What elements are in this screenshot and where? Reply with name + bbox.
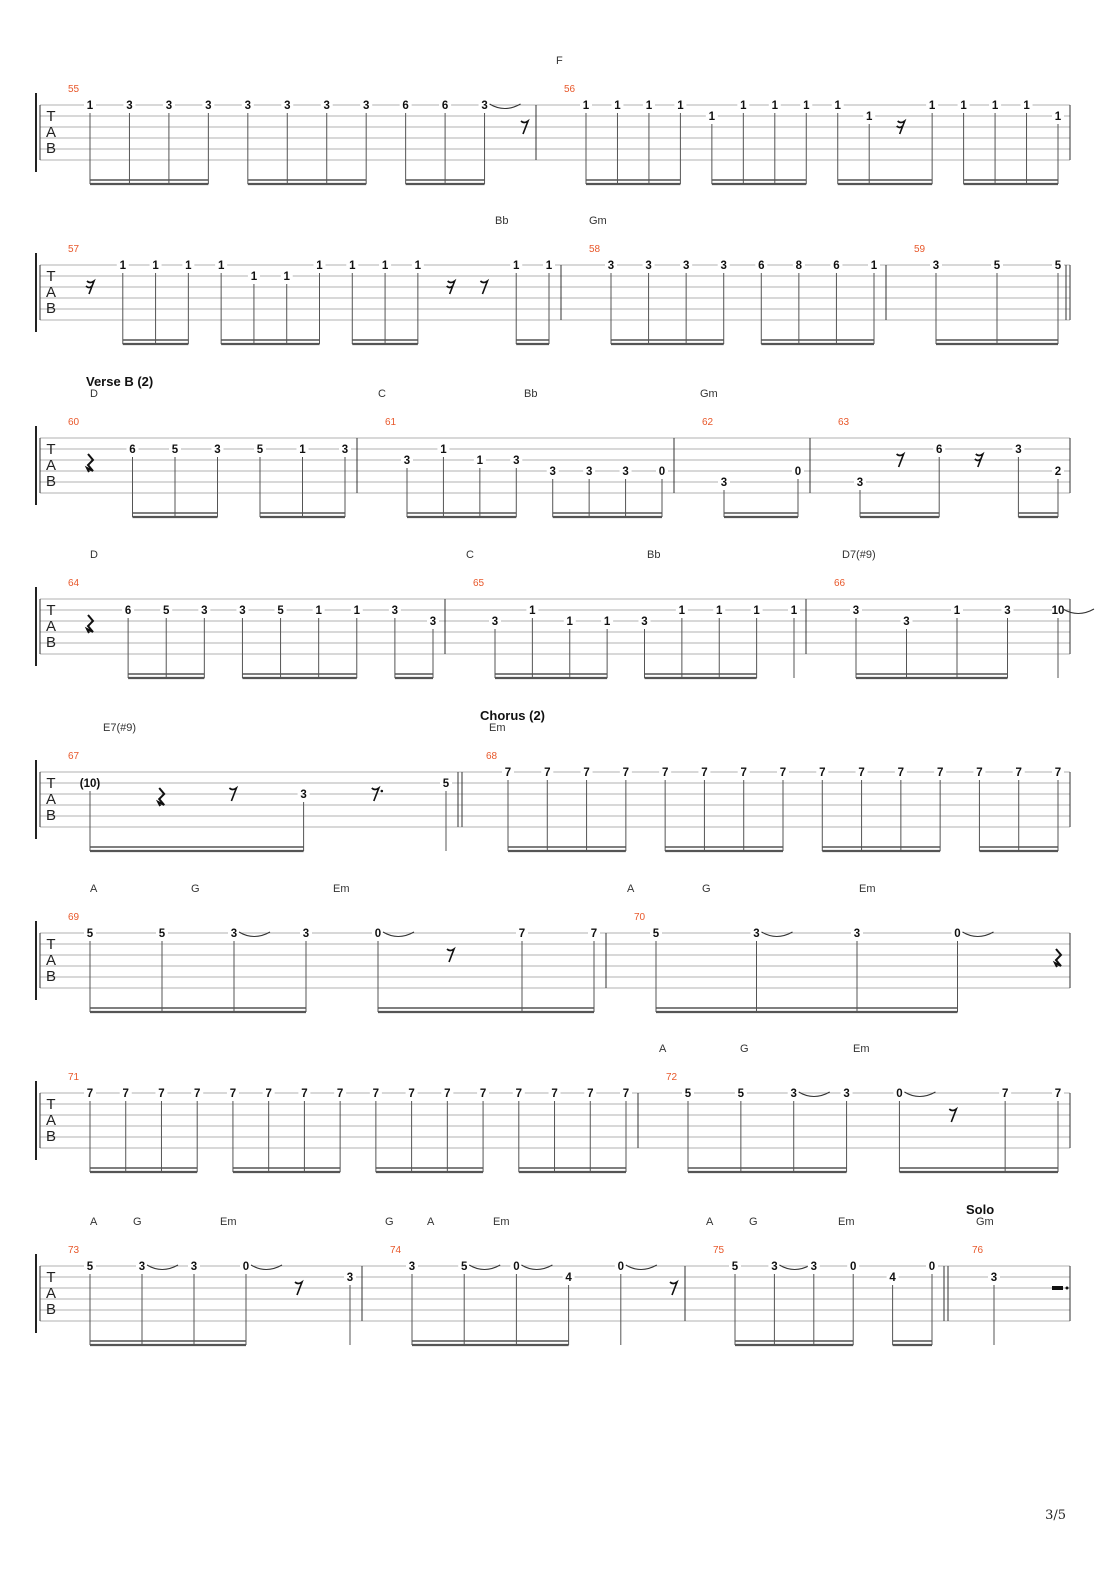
fret-number: 6 [833,260,840,272]
fret-number: 1 [529,605,536,617]
fret-number: 1 [250,271,258,283]
chord-label: Em [838,1216,855,1228]
fret-number: 0 [896,1088,903,1100]
fret-number: 3 [391,605,399,617]
dot [381,790,384,793]
chord-label: A [90,883,98,895]
fret-number: 3 [513,455,520,467]
chord-label: G [702,883,711,895]
fret-number: 0 [617,1261,625,1273]
fret-number: 1 [708,111,716,123]
fret-number: 7 [976,767,983,779]
fret-number: 3 [408,1261,416,1273]
fret-number: 7 [301,1088,308,1100]
tab-clef-letter: B [45,968,57,985]
measure-number: 62 [702,417,714,428]
chord-label: A [427,1216,435,1228]
tab-clef-letter: A [45,618,57,635]
fret-number: 7 [265,1088,272,1100]
fret-number: 3 [138,1261,146,1273]
fret-number: 1 [217,260,225,272]
measure-number: 69 [68,912,80,923]
fret-number: 3 [346,1272,354,1284]
fret-number: 1 [803,100,810,112]
fret-number: 3 [1015,444,1022,456]
measure-number: 75 [713,1245,725,1256]
fret-number: 3 [753,928,760,940]
eighth-rest [897,454,904,467]
fret-number: 3 [645,260,652,272]
page-number: 3/5 [1045,1508,1066,1523]
measure-number: 76 [972,1245,984,1256]
eighth-rest [295,1282,302,1295]
fret-number: 7 [444,1088,451,1100]
fret-number: 3 [429,616,437,628]
tab-clef-letter: A [45,952,57,969]
fret-number: 5 [652,928,660,940]
chord-label: A [706,1216,714,1228]
tab-clef-letter: B [45,473,57,490]
fret-number: 1 [86,100,94,112]
fret-number: 0 [513,1261,520,1273]
fret-number: 1 [740,100,747,112]
fret-number: 5 [731,1261,739,1273]
fret-number: 1 [316,260,323,272]
chord-label: D [90,549,98,561]
measure-number: 65 [473,578,485,589]
fret-number: 7 [504,767,512,779]
fret-number: 3 [682,260,690,272]
fret-number: 1 [991,100,999,112]
measure-number: 71 [68,1072,80,1083]
measure-number: 57 [68,244,80,255]
fret-number: 6 [402,100,409,112]
chord-label: A [627,883,635,895]
fret-number: 0 [928,1261,936,1273]
fret-number: 8 [795,260,803,272]
fret-number: 3 [284,100,291,112]
fret-number: 1 [349,260,356,272]
fret-number: 5 [86,928,94,940]
measure-number: 72 [666,1072,678,1083]
measure-number: 73 [68,1245,80,1256]
fret-number: 7 [819,767,826,779]
fret-number: 1 [119,260,126,272]
chord-label: Gm [700,388,718,400]
chord-label: G [191,883,200,895]
fret-number: 1 [299,444,306,456]
fret-number: 7 [590,928,598,940]
fret-number: 6 [441,100,449,112]
fret-number: 3 [622,466,629,478]
chord-label: Em [333,883,350,895]
fret-number: 7 [122,1088,129,1100]
fret-number: 5 [277,605,284,617]
fret-number: 1 [152,260,159,272]
eighth-rest [480,281,487,294]
tab-clef-letter: B [45,1128,57,1145]
fret-number: 3 [856,477,864,489]
tab-clef-letter: B [45,1301,57,1318]
fret-number: 7 [544,767,551,779]
tab-clef-letter: T [46,108,56,125]
fret-number: 7 [372,1088,380,1100]
fret-number: 1 [566,616,573,628]
chord-label: G [740,1043,749,1055]
fret-number: 1 [381,260,389,272]
fret-number: 1 [645,100,653,112]
fret-number: 5 [163,605,170,617]
fret-number: 1 [582,100,590,112]
fret-number: 7 [583,767,590,779]
fret-number: 0 [794,466,802,478]
tab-clef-letter: B [45,807,57,824]
measure-number: 58 [589,244,601,255]
fret-number: 3 [607,260,615,272]
fret-number: 1 [315,605,322,617]
fret-number: 5 [460,1261,468,1273]
eighth-rest [229,788,236,801]
fret-number: 3 [323,100,330,112]
fret-number: 1 [185,260,192,272]
chord-label: F [556,55,563,67]
tab-clef-letter: T [46,775,56,792]
fret-number: 0 [849,1261,857,1273]
fret-number: 5 [737,1088,745,1100]
fret-number: 10 [1051,605,1065,617]
fret-number: 7 [1001,1088,1009,1100]
chord-label: C [466,549,474,561]
fret-number: 4 [565,1272,572,1284]
section-label: Verse B (2) [86,374,154,389]
fret-number: 7 [518,928,526,940]
fret-number: 3 [720,260,727,272]
chord-label: D7(#9) [842,549,876,561]
fret-number: 5 [684,1088,692,1100]
fret-number: 0 [374,928,382,940]
fret-number: 1 [283,271,290,283]
fret-number: 4 [889,1272,896,1284]
chord-label: G [133,1216,142,1228]
measure-number: 59 [914,244,926,255]
fret-number: 3 [852,605,860,617]
fret-number: 5 [158,928,166,940]
fret-number: 7 [158,1088,165,1100]
fret-number: 6 [124,605,132,617]
dot [1066,1287,1069,1290]
tab-clef-letter: T [46,441,56,458]
measure-number: 63 [838,417,850,428]
fret-number: 1 [440,444,447,456]
chord-label: Bb [495,215,509,227]
fret-number: 3 [810,1261,818,1273]
fret-number: 3 [239,605,246,617]
fret-number: 7 [779,767,787,779]
fret-number: 3 [720,477,728,489]
fret-number: 3 [190,1261,198,1273]
fret-number: 3 [302,928,310,940]
fret-number: 3 [300,789,307,801]
fret-number: 1 [870,260,878,272]
fret-number: 3 [903,616,910,628]
fret-number: 7 [479,1088,487,1100]
chord-label: Gm [976,1216,994,1228]
fret-number: 1 [603,616,611,628]
fret-number: 1 [678,605,686,617]
eighth-rest [447,949,454,962]
fret-number: 5 [256,444,264,456]
fret-number: 3 [403,455,411,467]
chord-label: A [90,1216,98,1228]
fret-number: 6 [129,444,136,456]
tab-clef-letter: A [45,791,57,808]
fret-number: 7 [701,767,708,779]
tab-clef-letter: B [45,140,57,157]
chord-label: Bb [647,549,661,561]
quarter-rest [87,615,93,633]
fret-number: 3 [244,100,252,112]
chord-label: Em [220,1216,237,1228]
fret-number: 3 [771,1261,778,1273]
fret-number: 5 [1054,260,1062,272]
fret-number: 7 [622,1088,630,1100]
fret-number: 1 [414,260,422,272]
fret-number: 5 [171,444,179,456]
fret-number: 7 [229,1088,237,1100]
fret-number: 3 [932,260,940,272]
eighth-rest [521,121,528,134]
fret-number: 0 [658,466,666,478]
chord-label: G [385,1216,394,1228]
fret-number: 1 [834,100,841,112]
section-label: Chorus (2) [480,708,545,723]
fret-number: 1 [1023,100,1030,112]
fret-number: 6 [935,444,943,456]
fret-number: 2 [1054,466,1062,478]
measure-number: 66 [834,578,846,589]
fret-number: 7 [408,1088,415,1100]
fret-number: 3 [201,605,208,617]
chord-label: Em [489,722,506,734]
chord-label: Gm [589,215,607,227]
fret-number: 5 [442,778,450,790]
measure-number: 70 [634,912,646,923]
sixteenth-rest-flag [447,286,453,288]
tab-clef-letter: A [45,124,57,141]
measure-number: 60 [68,417,80,428]
quarter-rest [158,788,164,806]
fret-number: 1 [953,605,961,617]
tab-clef-letter: A [45,284,57,301]
fret-number: 1 [716,605,723,617]
fret-number: 7 [1015,767,1022,779]
fret-number: 5 [86,1261,94,1273]
fret-number: 3 [481,100,488,112]
fret-number: 7 [858,767,865,779]
fret-number: 7 [1054,1088,1062,1100]
fret-number: 7 [661,767,669,779]
fret-number: 1 [353,605,360,617]
fret-number: 0 [242,1261,250,1273]
quarter-rest [87,454,93,472]
sixteenth-rest-flag [86,286,92,288]
eighth-rest [670,1282,677,1295]
sixteenth-rest-flag [897,126,903,128]
fret-number: 1 [771,100,779,112]
fret-number: 3 [990,1272,998,1284]
fret-number: 5 [993,260,1001,272]
measure-number: 67 [68,751,80,762]
fret-number: 7 [551,1088,558,1100]
fret-number: 7 [1054,767,1062,779]
fret-number: 3 [205,100,212,112]
section-label: Solo [966,1202,995,1217]
fret-number: 0 [954,928,961,940]
fret-number: 7 [86,1088,94,1100]
fret-number: 3 [549,466,556,478]
tab-clef-letter: T [46,268,56,285]
chord-label: Em [859,883,876,895]
fret-number: 3 [230,928,238,940]
chord-label: Em [493,1216,510,1228]
tab-clef-letter: T [46,602,56,619]
fret-number: 7 [587,1088,594,1100]
eighth-rest [949,1109,956,1122]
measure-number: 56 [564,84,576,95]
fret-number: 3 [790,1088,797,1100]
tab-clef-letter: T [46,1269,56,1286]
chord-label: C [378,388,386,400]
fret-number: 7 [936,767,944,779]
tab-clef-letter: A [45,1112,57,1129]
chord-label: Em [853,1043,870,1055]
fret-number: 3 [362,100,370,112]
fret-number: 1 [1054,111,1062,123]
fret-number: 1 [513,260,520,272]
measure-number: 74 [390,1245,402,1256]
fret-number: 1 [753,605,760,617]
tab-clef-letter: B [45,300,57,317]
measure-number: 68 [486,751,498,762]
half-rest [1052,1286,1063,1290]
measure-number: 64 [68,578,80,589]
fret-number: 6 [758,260,765,272]
fret-number: 3 [214,444,221,456]
fret-number: 3 [126,100,133,112]
fret-number: 3 [491,616,499,628]
fret-number: 1 [790,605,798,617]
fret-number: 7 [740,767,747,779]
fret-number: 7 [193,1088,201,1100]
fret-number: 7 [897,767,905,779]
fret-number: 7 [336,1088,344,1100]
tab-clef-letter: T [46,1096,56,1113]
fret-number: 1 [677,100,684,112]
fret-number: (10) [79,778,101,790]
tab-clef-letter: T [46,936,56,953]
fret-number: 3 [853,928,861,940]
fret-number: 3 [165,100,173,112]
fret-number: 1 [614,100,621,112]
tab-clef-letter: A [45,1285,57,1302]
fret-number: 3 [585,466,593,478]
eighth-rest [372,788,379,801]
fret-number: 3 [341,444,349,456]
fret-number: 1 [928,100,936,112]
fret-number: 3 [1004,605,1011,617]
fret-number: 1 [476,455,484,467]
quarter-rest [1055,949,1061,967]
fret-number: 3 [843,1088,850,1100]
measure-number: 55 [68,84,80,95]
fret-number: 7 [622,767,630,779]
chord-label: G [749,1216,758,1228]
tab-clef-letter: B [45,634,57,651]
chord-label: Bb [524,388,538,400]
fret-number: 3 [641,616,648,628]
chord-label: A [659,1043,667,1055]
fret-number: 1 [960,100,967,112]
fret-number: 1 [865,111,873,123]
sixteenth-rest-flag [975,459,981,461]
fret-number: 7 [515,1088,523,1100]
fret-number: 1 [545,260,553,272]
measure-number: 61 [385,417,397,428]
tab-clef-letter: A [45,457,57,474]
chord-label: D [90,388,98,400]
chord-label: E7(#9) [103,722,137,734]
